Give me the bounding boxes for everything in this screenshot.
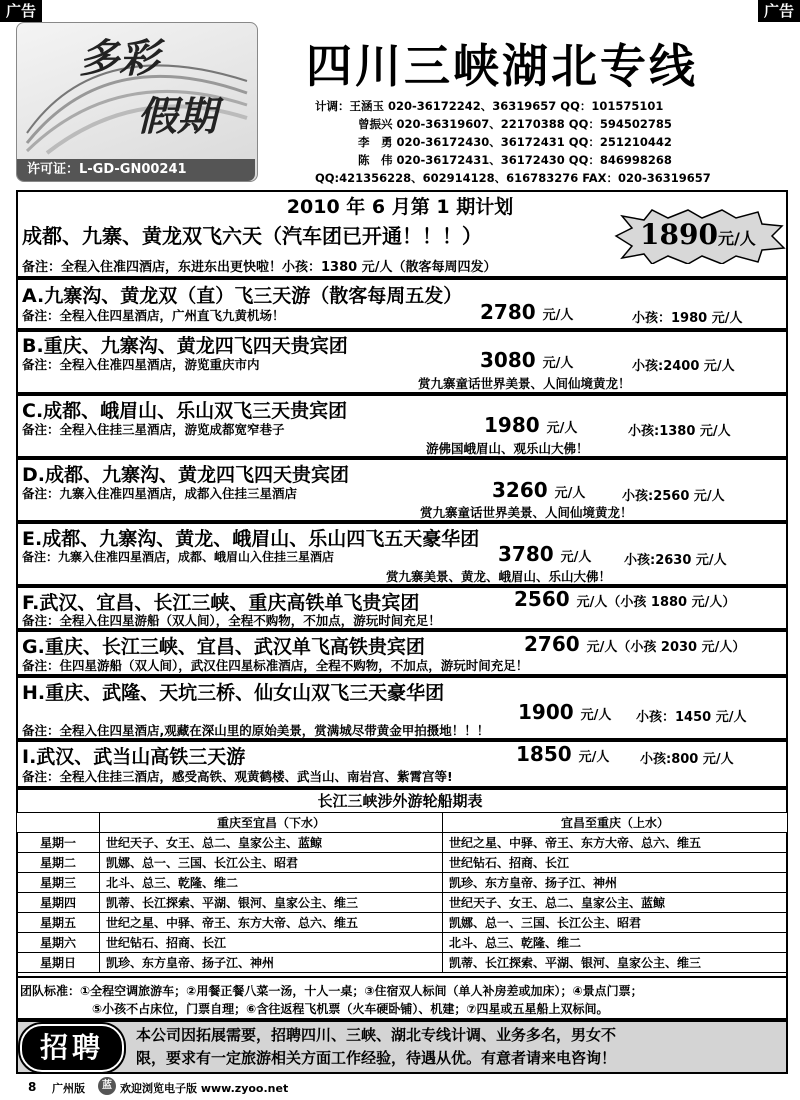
day-cell: 星期二 <box>17 853 100 873</box>
day-cell: 星期日 <box>17 953 100 973</box>
headline-price <box>640 218 756 251</box>
down-cell: 世纪钻石、招商、长江 <box>100 933 443 953</box>
product-slogan: 赏九寨童话世界美景、人间仙境黄龙！ <box>420 505 633 520</box>
logo-text-line2: 假期 <box>137 93 217 140</box>
down-cell: 凯珍、东方皇帝、扬子江、神州 <box>100 953 443 973</box>
contact-line: 曾振兴 020-36319607、22170388 QQ：594502785 <box>358 117 672 131</box>
down-cell: 世纪天子、女王、总二、皇家公主、蓝鲸 <box>100 833 443 853</box>
up-cell: 世纪钻石、招商、长江 <box>443 853 788 873</box>
product-slogan: 游佛国峨眉山、观乐山大佛！ <box>426 441 589 456</box>
up-cell: 世纪之星、中驿、帝王、东方大帝、总六、维五 <box>443 833 788 853</box>
header-day <box>17 813 100 833</box>
product-price <box>514 587 735 611</box>
up-cell: 凯娜、总一、三国、长江公主、昭君 <box>443 913 788 933</box>
recruit-badge: 招聘 <box>20 1024 124 1072</box>
product-note: 备注：九寨入住准四星酒店，成都入住挂三星酒店 <box>22 486 298 501</box>
price-unit: 元/人（小孩 2030 元/人） <box>586 640 746 655</box>
product-price <box>484 413 577 437</box>
license-number: 许可证：L-GD-GN00241 <box>17 159 255 181</box>
table-row <box>17 913 788 933</box>
price-value: 3080 <box>480 348 536 372</box>
day-cell: 星期六 <box>17 933 100 953</box>
day-cell: 星期四 <box>17 893 100 913</box>
product-price <box>480 348 573 372</box>
ad-label-right: 广告 <box>758 0 800 22</box>
standards-text: ①全程空调旅游车；②用餐正餐八菜一汤，十人一桌；③住宿双人标间（单人补房差或加床）；④景点门票； <box>80 984 643 998</box>
price-unit: 元/人 <box>542 356 574 371</box>
logo-text-line1: 多彩 <box>79 35 159 82</box>
schedule-title: 长江三峡涉外游轮船期表 <box>317 792 483 810</box>
contact-line: 李 勇 020-36172430、36172431 QQ：251210442 <box>358 135 672 149</box>
headline-note: 备注：全程入住准四酒店，东进东出更快啦！小孩：1380 元/人（散客每周四发） <box>22 260 497 275</box>
headline-title: 成都、九寨、黄龙双飞六天（汽车团已开通！！！） <box>22 224 482 248</box>
product-title: I.武汉、武当山高铁三天游 <box>22 746 246 768</box>
table-row <box>17 933 788 953</box>
standards-label: 团队标准： <box>20 984 81 998</box>
header-up: 宜昌至重庆（上水） <box>443 813 788 833</box>
child-price: 小孩:2400 元/人 <box>632 359 735 374</box>
standards-line1 <box>20 982 643 999</box>
product-title: G.重庆、长江三峡、宜昌、武汉单飞高铁贵宾团 <box>22 636 425 658</box>
down-cell: 凯娜、总一、三国、长江公主、昭君 <box>100 853 443 873</box>
product-note: 备注：全程入住挂三酒店，感受高铁、观黄鹤楼、武当山、南岩宫、紫霄宫等! <box>22 769 453 784</box>
product-title: D.成都、九寨沟、黄龙四飞四天贵宾团 <box>22 464 349 486</box>
child-price: 小孩:2630 元/人 <box>624 553 727 568</box>
table-row <box>17 953 788 973</box>
price-value: 3780 <box>498 542 554 566</box>
up-cell: 凯蒂、长江探索、平湖、银河、皇家公主、维三 <box>443 953 788 973</box>
child-price: 小孩:2560 元/人 <box>622 489 725 504</box>
down-cell: 北斗、总三、乾隆、维二 <box>100 873 443 893</box>
product-price <box>518 700 611 724</box>
price-value: 1850 <box>516 742 572 766</box>
price-value: 2780 <box>480 300 536 324</box>
schedule-header-row <box>17 813 788 833</box>
product-note: 备注：全程入住四星酒店,观藏在深山里的原始美景，赏满城尽带黄金甲拍摄地！！！ <box>22 723 490 738</box>
contact-line: 陈 伟 020-36172431、36172430 QQ：846998268 <box>358 153 672 167</box>
product-note: 备注：全程入住挂三星酒店，游览成都宽窄巷子 <box>22 422 285 437</box>
product-note: 备注：全程入住准四星酒店，游览重庆市内 <box>22 357 260 372</box>
product-price <box>524 632 745 656</box>
down-cell: 世纪之星、中驿、帝王、东方大帝、总六、维五 <box>100 913 443 933</box>
header-down: 重庆至宜昌（下水） <box>100 813 443 833</box>
product-price <box>492 478 585 502</box>
price-value: 1980 <box>484 413 540 437</box>
product-slogan: 赏九寨美景、黄龙、峨眉山、乐山大佛！ <box>386 569 612 584</box>
page-title: 四川三峡湖北专线 <box>306 39 698 93</box>
price-value: 2560 <box>514 587 570 611</box>
product-slogan: 赏九寨童话世界美景、人间仙境黄龙！ <box>418 376 631 391</box>
child-price: 小孩:800 元/人 <box>640 752 734 767</box>
child-price: 小孩：1450 元/人 <box>636 710 747 725</box>
product-note: 备注：全程入住四星游船（双人间），全程不购物，不加点，游玩时间充足！ <box>22 613 441 628</box>
price-value: 1900 <box>518 700 574 724</box>
footer-url-text: 欢迎浏览电子版 www.zyoo.net <box>120 1082 289 1095</box>
headline-price-unit: 元/人 <box>717 229 756 248</box>
product-title: B.重庆、九寨沟、黄龙四飞四天贵宾团 <box>22 335 348 357</box>
price-unit: 元/人 <box>578 750 610 765</box>
day-cell: 星期一 <box>17 833 100 853</box>
price-unit: 元/人 <box>580 708 612 723</box>
price-unit: 元/人（小孩 1880 元/人） <box>576 595 736 610</box>
table-row <box>17 833 788 853</box>
down-cell: 凯蒂、长江探索、平湖、银河、皇家公主、维三 <box>100 893 443 913</box>
table-row <box>17 893 788 913</box>
up-cell: 世纪天子、女王、总二、皇家公主、蓝鲸 <box>443 893 788 913</box>
product-title: F.武汉、宜昌、长江三峡、重庆高铁单飞贵宾团 <box>22 592 420 614</box>
child-price: 小孩：1980 元/人 <box>632 311 743 326</box>
product-price <box>516 742 609 766</box>
schedule-table <box>16 812 788 973</box>
product-title: H.重庆、武隆、天坑三桥、仙女山双飞三天豪华团 <box>22 682 445 704</box>
product-title: E.成都、九寨沟、黄龙、峨眉山、乐山四飞五天豪华团 <box>22 528 480 550</box>
recruit-line1: 本公司因拓展需要，招聘四川、三峡、湖北专线计调、业务多名，男女不 <box>136 1026 617 1044</box>
price-value: 3260 <box>492 478 548 502</box>
up-cell: 凯珍、东方皇帝、扬子江、神州 <box>443 873 788 893</box>
plan-title: 2010 年 6 月第 1 期计划 <box>286 196 514 218</box>
table-row <box>17 853 788 873</box>
product-title: A.九寨沟、黄龙双（直）飞三天游（散客每周五发） <box>22 285 463 307</box>
edition-label: 广州版 <box>52 1082 85 1095</box>
product-note: 备注：全程入住四星酒店，广州直飞九黄机场！ <box>22 308 285 323</box>
price-unit: 元/人 <box>542 308 574 323</box>
day-cell: 星期三 <box>17 873 100 893</box>
price-unit: 元/人 <box>546 421 578 436</box>
product-note: 备注：九寨入住准四星酒店，成都、峨眉山入住挂三星酒店 <box>22 550 335 564</box>
logo-block <box>16 22 258 182</box>
recruit-line2: 限，要求有一定旅游相关方面工作经验，待遇从优。有意者请来电咨询！ <box>136 1049 617 1067</box>
price-unit: 元/人 <box>560 550 592 565</box>
product-price <box>498 542 591 566</box>
product-title: C.成都、峨眉山、乐山双飞三天贵宾团 <box>22 400 348 422</box>
price-unit: 元/人 <box>554 486 586 501</box>
price-value: 2760 <box>524 632 580 656</box>
table-row <box>17 873 788 893</box>
page-number: 8 <box>28 1080 37 1094</box>
child-price: 小孩:1380 元/人 <box>628 424 731 439</box>
contact-line: 计调：王涵玉 020-36172242、36319657 QQ：101575101 <box>315 99 664 113</box>
headline-price-value: 1890 <box>640 218 718 251</box>
footer-logo-icon: 蓝 <box>98 1077 116 1095</box>
schedule-table-wrap <box>16 812 788 973</box>
day-cell: 星期五 <box>17 913 100 933</box>
contact-line: QQ:421356228、602914128、616783276 FAX：020-36319657 <box>315 171 711 185</box>
product-note: 备注：住四星游船（双人间），武汉住四星标准酒店，全程不购物，不加点，游玩时间充足！ <box>22 658 529 673</box>
product-price <box>480 300 573 324</box>
ad-label-left: 广告 <box>0 0 42 22</box>
standards-line2: ⑤小孩不占床位，门票自理；⑥含往返程飞机票（火车硬卧铺）、机建；⑦四星或五星船上双标间。 <box>92 1002 609 1016</box>
up-cell: 北斗、总三、乾隆、维二 <box>443 933 788 953</box>
